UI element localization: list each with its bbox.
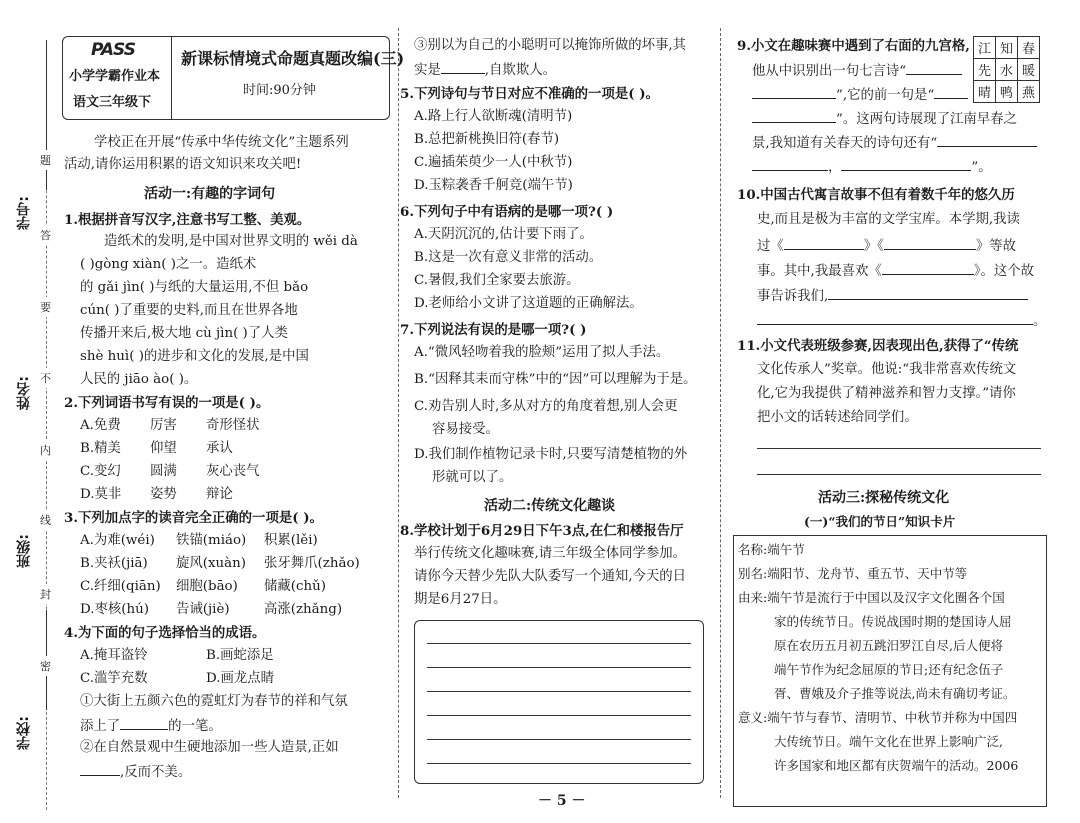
q10-line-6: 。 [757,310,1046,332]
card-line: 许多国家和地区都有庆贺端午的活动。2006 [774,758,1019,773]
q9-line-1: 9.小文在趣味赛中遇到了右面的九宫格, [737,38,970,54]
q2-option-a-1[interactable]: A.免费 [80,418,121,433]
q1-stem: 1.根据拼音写汉字,注意书写工整、美观。 [64,212,311,228]
activity-3-heading: 活动三:探秘传统文化 [818,490,950,506]
card-line-meaning: 意义:端午节与春节、清明节、中秋节并称为中国四 [738,710,1018,725]
activity-2-heading: 活动二:传统文化趣谈 [484,498,616,514]
q2-option-a-3: 奇形怪状 [206,418,260,433]
q10-blank-book-1[interactable] [784,235,864,250]
q9-line-4: ”。这两句诗展现了江南早春之 [752,108,1017,130]
school-label: 学校: [16,716,32,750]
q8-line: 举行传统文化趣味赛,请三年级全体同学参加。 [414,546,687,561]
q10-blank-lesson[interactable] [828,285,1028,300]
q4-option-c[interactable]: C.滥竽充数 [80,671,148,686]
q4-option-b[interactable]: B.画蛇添足 [206,648,274,663]
seal-char: 答 [40,225,51,245]
seal-char: 内 [40,440,51,460]
q7-option-c[interactable]: C.劝告别人时,多从对方的角度着想,别人会更 [414,399,678,414]
card-line-alias: 别名:端阳节、龙舟节、重五节、天中节等 [738,566,968,581]
q2-option-b-2: 仰望 [150,441,177,456]
activity-1-heading: 活动一:有趣的字词句 [144,186,276,202]
writing-line [427,715,691,716]
q2-option-b-1[interactable]: B.精美 [80,441,121,456]
card-line: 胥、曹娥及介子推等说法,尚未有确切考证。 [774,686,1016,701]
student-number-label: 学号: [16,196,32,230]
seal-char: 封 [40,584,51,604]
grid-cell: 知 [996,37,1018,59]
seal-char: 密 [40,656,51,676]
q10-blank-lesson-2[interactable] [757,310,1033,325]
header-box [62,36,405,120]
q1-line: shè huì( )的进步和文化的发展,是中国 [80,349,309,364]
q8-line: 8.学校计划于6月29日下午3点,在仁和楼报告厅 [400,523,684,539]
q1-line: cún( )了重要的史料,而且在世界各地 [80,303,298,318]
seal-char: 线 [40,510,51,530]
q3-option-c-1[interactable]: C.纤细(qiān) [80,579,161,594]
card-line: 原在农历五月初五跳汨罗江自尽,后人便将 [774,638,1003,653]
q9-blank-prev-2[interactable] [752,108,836,123]
q8-line: 请你今天替少先队大队委写一个通知,今天的日 [414,569,687,584]
subject-grade: 语文三年级下 [73,95,152,110]
q2-option-c-2: 圆满 [150,464,177,479]
q3-option-a-2: 铁锚(miáo) [176,533,247,548]
q6-option-a[interactable]: A.天阴沉沉的,估计要下雨了。 [414,227,593,242]
q2-option-c-3: 灰心丧气 [206,464,260,479]
q4-option-a[interactable]: A.掩耳盗铃 [80,648,148,663]
q9-line-5: 景,我知道有关春天的诗句还有“ [752,132,1037,154]
intro-line: 活动,请你运用积累的语文知识来攻关吧! [64,157,302,172]
q11-answer-line[interactable] [757,474,1041,475]
q10-line-3: 过《 》《 》等故 [757,235,1016,257]
q11-line: 把小文的话转述给同学们。 [757,410,918,425]
q7-option-b[interactable]: B.“因释其耒而守株”中的“因”可以理解为于是。 [414,372,697,387]
time-limit: 时间:90分钟 [243,83,316,98]
grid-cell: 暖 [1018,59,1040,81]
q2-option-d-1[interactable]: D.莫非 [80,487,122,502]
q5-option-a[interactable]: A.路上行人欲断魂(清明节) [414,109,573,124]
nine-grid-puzzle [973,36,1040,103]
q9-line-6: ， ”。 [752,156,992,178]
page-number: － 5 － [538,793,586,809]
q3-option-b-2: 旋风(xuàn) [176,556,247,571]
q2-stem: 2.下列词语书写有误的一项是( )。 [64,395,270,411]
q4-sentence-2-cont: ,反而不美。 [80,761,191,783]
q9-blank-spring-2[interactable] [752,156,828,171]
q3-option-d-3: 高涨(zhǎng) [264,602,343,617]
q10-blank-book-2[interactable] [884,235,976,250]
writing-line [427,763,691,764]
series-name: 小学学霸作业本 [69,69,161,84]
q3-stem: 3.下列加点字的读音完全正确的一项是( )。 [64,510,323,526]
q2-option-c-1[interactable]: C.变幻 [80,464,121,479]
q6-stem: 6.下列句子中有语病的是哪一项?( ) [400,204,614,220]
q2-option-b-3: 承认 [206,441,233,456]
q3-option-a-1[interactable]: A.为难(wéi) [80,533,155,548]
seal-char: 不 [40,368,51,388]
pass-logo: PASS [91,40,135,60]
grid-cell: 春 [1018,37,1040,59]
q10-line-2: 史,而且是极为丰富的文学宝库。本学期,我读 [757,212,1020,227]
q1-line: 造纸术的发明,是中国对世界文明的 wěi dà [104,234,358,249]
q4-blank-3[interactable] [441,59,485,74]
q7-option-c-cont: 容易接受。 [432,422,499,437]
q4-stem: 4.为下面的句子选择恰当的成语。 [64,625,266,641]
q10-line-4: 事。其中,我最喜欢《 》。这个故 [757,260,1034,282]
page-title: 新课标情境式命题真题改编(三) [181,49,405,68]
card-line-origin: 由来:端午节是流行于中国以及汉字文化圈各个国 [738,590,1005,605]
q3-option-b-3: 张牙舞爪(zhǎo) [264,556,360,571]
q3-option-b-1[interactable]: B.夹袄(jiā) [80,556,148,571]
q1-line: 人民的 jiāo ào( )。 [80,372,198,387]
q9-blank-poem-2[interactable] [752,84,836,99]
q3-option-c-2: 细胞(bāo) [176,579,238,594]
card-line-name: 名称:端午节 [738,542,805,557]
festival-knowledge-card [733,535,1047,807]
q8-line: 期是6月27日。 [414,592,507,607]
q9-line-2: 他从中识别出一句七言诗“ [752,60,962,82]
q7-option-d[interactable]: D.我们制作植物记录卡时,只要写清楚植物的外 [414,447,688,462]
q6-option-b[interactable]: B.这是一次有意义非常的活动。 [414,250,603,265]
seal-char: 题 [40,150,51,170]
q9-blank-spring[interactable] [937,132,1037,147]
q7-option-a[interactable]: A.“微风轻吻着我的脸颊”运用了拟人手法。 [414,345,670,360]
header-left-panel [63,37,172,119]
grid-cell: 水 [996,59,1018,81]
q5-option-b[interactable]: B.总把新桃换旧符(春节) [414,132,560,147]
q1-line: 的 gǎi jìn( )与纸的大量运用,不但 bǎo [80,280,309,295]
class-label: 班级: [16,534,32,568]
q4-sentence-1: ①大街上五颜六色的霓虹灯为春节的祥和气氛 [80,694,348,709]
q11-line: 文化传承人”奖章。他说:“我非常喜欢传统文 [757,362,1017,377]
q7-stem: 7.下列说法有误的是哪一项?( ) [400,322,587,338]
grid-cell: 燕 [1018,81,1040,103]
q1-line: ( )gòng xiàn( )之一。造纸术 [80,257,257,272]
q4-sentence-1-cont: 添上了 的一笔。 [80,715,222,737]
student-name-label: 姓名: [16,376,32,410]
writing-line [427,739,691,740]
q11-line: 11.小文代表班级参赛,因表现出色,获得了“传统 [737,338,1019,354]
grid-cell: 先 [974,59,996,81]
column-divider [398,28,399,798]
writing-line [427,691,691,692]
q9-blank-prev[interactable] [934,84,968,99]
q6-option-d[interactable]: D.老师给小文讲了这道题的正确解法。 [414,296,643,311]
notice-writing-box[interactable] [414,620,704,784]
q4-option-d[interactable]: D.画龙点睛 [206,671,275,686]
writing-line [427,667,691,668]
q4-blank-2[interactable] [80,761,120,776]
q1-line: 传播开来后,极大地 cù jìn( )了人类 [80,326,288,341]
card-line: 家的传统节日。传说战国时期的楚国诗人屈 [774,614,1012,629]
q3-option-c-3: 储藏(chǔ) [264,579,326,594]
q4-sentence-2: ②在自然景观中生硬地添加一些人造景,正如 [80,740,339,755]
q6-option-c[interactable]: C.暑假,我们全家要去旅游。 [414,273,580,288]
seal-char: 要 [40,297,51,317]
q4-sentence-3: ③别以为自己的小聪明可以掩饰所做的坏事,其 [414,38,687,53]
grid-cell: 江 [974,37,996,59]
q10-line-5: 事告诉我们, [757,285,1028,307]
card-line: 大传统节日。端午文化在世界上影响广泛, [774,734,1003,749]
q2-option-a-2: 厉害 [150,418,177,433]
q5-option-c[interactable]: C.遍插茱萸少一人(中秋节) [414,155,573,170]
q7-option-d-cont: 形就可以了。 [432,470,513,485]
grid-cell: 晴 [974,81,996,103]
q2-option-d-2: 姿势 [150,487,177,502]
column-divider [720,28,721,798]
q4-blank-1[interactable] [120,715,168,730]
intro-line: 学校正在开展“传承中华传统文化”主题系列 [94,135,349,150]
q11-line: 化,它为我提供了精神滋养和智力支撑。”请你 [757,386,1016,401]
q9-line-3: ”,它的前一句是“ [752,84,968,106]
writing-line [427,643,691,644]
q9-blank-spring-3[interactable] [841,156,971,171]
card-line: 端午节作为纪念屈原的节日;还有纪念伍子 [774,662,1004,677]
q9-blank-poem[interactable] [906,60,962,75]
q4-sentence-3-cont: 实是 ,自欺欺人。 [414,59,556,81]
q11-answer-line[interactable] [757,448,1041,449]
q3-option-d-2: 告诫(jiè) [176,602,230,617]
q2-option-d-3: 辩论 [206,487,233,502]
q3-option-a-3: 积累(lěi) [264,533,318,548]
grid-cell: 鸭 [996,81,1018,103]
q5-stem: 5.下列诗句与节日对应不准确的一项是( )。 [400,86,659,102]
card-subtitle: (一)“我们的节日”知识卡片 [804,514,956,529]
q10-line-1: 10.中国古代寓言故事不但有着数千年的悠久历 [737,187,1015,203]
q5-option-d[interactable]: D.玉粽袭香千舸竞(端午节) [414,178,573,193]
q3-option-d-1[interactable]: D.枣核(hú) [80,602,149,617]
q10-blank-favorite[interactable] [882,260,974,275]
